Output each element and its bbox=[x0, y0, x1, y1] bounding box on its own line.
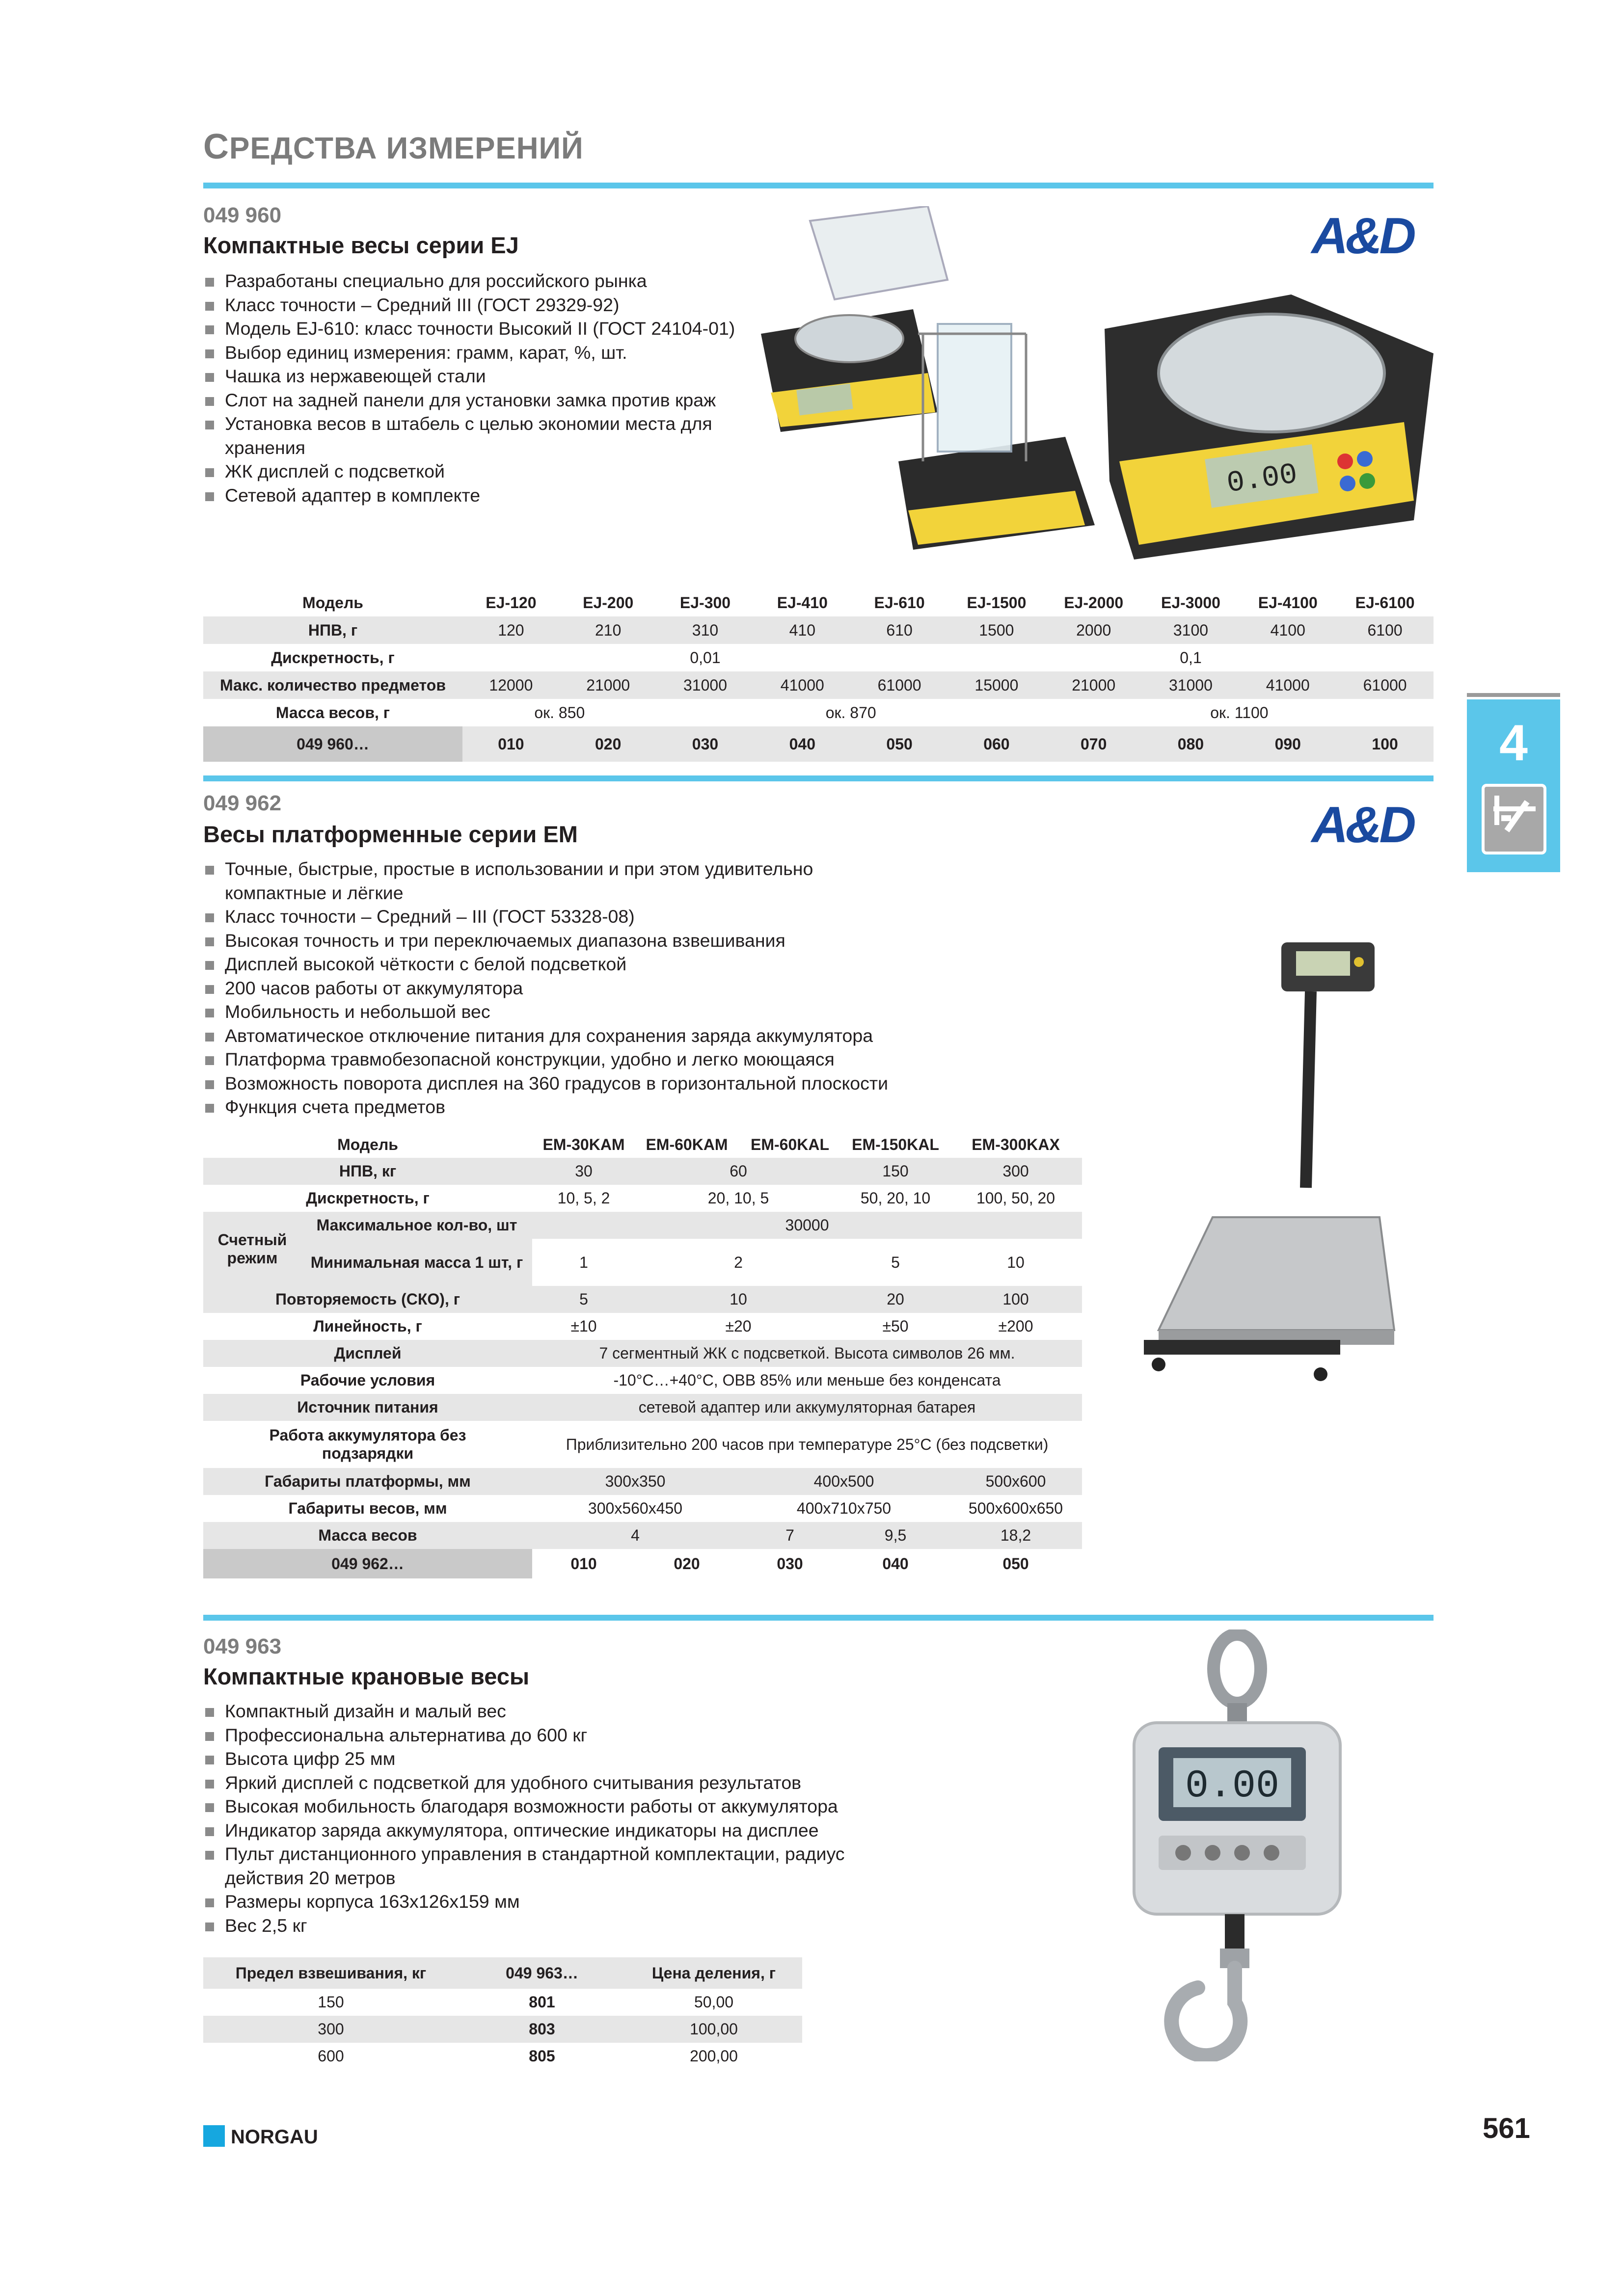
row-label: Максимальное кол-во, шт bbox=[301, 1212, 532, 1239]
feature-item: Профессиональна альтернатива до 600 кг bbox=[203, 1723, 871, 1747]
article-code: 803 bbox=[459, 2016, 625, 2043]
table-cell: -10°C…+40°C, ОВВ 85% или меньше без конденсата bbox=[613, 1371, 1001, 1389]
feature-item: Класс точности – Средний III (ГОСТ 29329-92) bbox=[203, 293, 748, 317]
table-cell: 21000 bbox=[1045, 671, 1142, 699]
table-row bbox=[203, 2016, 802, 2043]
article-code: 801 bbox=[529, 1993, 555, 2011]
feature-item: Высота цифр 25 мм bbox=[203, 1747, 871, 1771]
table-cell: 1 bbox=[579, 1253, 588, 1271]
article-code: 040 bbox=[882, 1554, 909, 1573]
table-cell: 5 bbox=[891, 1253, 900, 1271]
table-cell: 4100 bbox=[1239, 616, 1336, 644]
column-header: EJ-2000 bbox=[1064, 593, 1124, 612]
article-code: 040 bbox=[754, 726, 851, 762]
feature-item: Размеры корпуса 163x126x159 мм bbox=[203, 1890, 871, 1914]
column-header: EJ-1500 bbox=[967, 593, 1027, 612]
table-cell: 300 bbox=[949, 1158, 1082, 1185]
article-code: 020 bbox=[674, 1554, 700, 1573]
column-header: EM-60KAL bbox=[751, 1135, 830, 1153]
article-code: 030 bbox=[777, 1554, 803, 1573]
product-image-crane-scale bbox=[1119, 1629, 1350, 2061]
table-cell: 100 bbox=[949, 1286, 1082, 1313]
table-cell: 1500 bbox=[948, 616, 1045, 644]
table-cell: сетевой адаптер или аккумуляторная батарея bbox=[532, 1394, 1082, 1421]
table-cell: 3100 bbox=[1142, 616, 1240, 644]
table-cell: 6100 bbox=[1336, 616, 1434, 644]
feature-item: Чашка из нержавеющей стали bbox=[203, 364, 748, 388]
feature-item: Возможность поворота дисплея на 360 градусов в горизонтальной плоскости bbox=[203, 1071, 905, 1095]
row-label: Масса весов bbox=[203, 1522, 532, 1549]
table-cell: 300x350 bbox=[532, 1468, 738, 1495]
row-label: Габариты весов, мм bbox=[288, 1499, 447, 1517]
svg-text:0.00: 0.00 bbox=[1224, 458, 1300, 501]
section3-features bbox=[203, 1699, 871, 1937]
column-header: EJ-200 bbox=[583, 593, 634, 612]
feature-item: Мобильность и небольшой вес bbox=[203, 1000, 905, 1024]
feature-item: 200 часов работы от аккумулятора bbox=[203, 976, 905, 1000]
column-header: EJ-410 bbox=[777, 593, 828, 612]
table-cell: 41000 bbox=[754, 671, 851, 699]
table-cell: 4 bbox=[532, 1522, 738, 1549]
column-header: EJ-300 bbox=[679, 593, 731, 612]
table-cell: 50,00 bbox=[694, 1993, 734, 2011]
feature-item: Функция счета предметов bbox=[203, 1095, 905, 1119]
table-cell: 100, 50, 20 bbox=[976, 1189, 1055, 1207]
feature-item: Установка весов в штабель с целью экономии места для хранения bbox=[203, 412, 748, 459]
table-cell: 600 bbox=[318, 2047, 344, 2065]
row-label: НПВ, г bbox=[203, 616, 462, 644]
svg-text:A&D: A&D bbox=[1311, 800, 1413, 849]
table-row bbox=[203, 1367, 1082, 1394]
table-cell: 20 bbox=[841, 1286, 949, 1313]
column-header: Предел взвешивания, кг bbox=[203, 1957, 459, 1989]
section1-features bbox=[203, 269, 748, 507]
section3-code: 049 963 bbox=[203, 1634, 282, 1658]
table-cell: 30 bbox=[532, 1158, 635, 1185]
table-row bbox=[203, 1239, 1082, 1286]
ej-spec-table bbox=[203, 589, 1434, 762]
table-cell: ±50 bbox=[882, 1317, 909, 1335]
table-cell: 9,5 bbox=[841, 1522, 949, 1549]
table-header-row bbox=[203, 1131, 1082, 1158]
row-label: Дискретность, г bbox=[306, 1189, 430, 1207]
article-row bbox=[203, 726, 1434, 762]
footer-brand: NORGAU bbox=[231, 2126, 318, 2148]
article-label: 049 962… bbox=[203, 1549, 532, 1578]
column-header: EJ-6100 bbox=[1355, 593, 1415, 612]
column-header: EM-60KAM bbox=[646, 1135, 728, 1153]
feature-item: Сетевой адаптер в комплекте bbox=[203, 483, 748, 507]
table-row bbox=[203, 616, 1434, 644]
row-label: Масса весов, г bbox=[275, 703, 390, 721]
table-cell: 300 bbox=[203, 2016, 459, 2043]
article-code: 090 bbox=[1239, 726, 1336, 762]
article-code: 050 bbox=[851, 726, 948, 762]
column-header: EM-30KAM bbox=[542, 1135, 625, 1153]
svg-text:A&D: A&D bbox=[1311, 211, 1413, 260]
table-cell: 10 bbox=[1007, 1253, 1025, 1271]
caliper-icon bbox=[1482, 784, 1546, 854]
table-cell: 300x560x450 bbox=[588, 1499, 683, 1517]
table-cell: 31000 bbox=[657, 671, 754, 699]
column-header: 049 963… bbox=[459, 1957, 625, 1989]
article-code: 010 bbox=[462, 726, 560, 762]
row-label: Источник питания bbox=[203, 1394, 532, 1421]
table-cell: 150 bbox=[318, 1993, 344, 2011]
and-logo bbox=[1291, 800, 1434, 849]
row-label: Работа аккумулятора без подзарядки bbox=[269, 1426, 466, 1462]
row-label: Линейность, г bbox=[313, 1317, 422, 1335]
row-group-label: Счетный режим bbox=[203, 1212, 301, 1286]
section3-title: Компактные крановые весы bbox=[203, 1663, 530, 1689]
table-cell: 2000 bbox=[1045, 616, 1142, 644]
section2-title: Весы платформенные серии EM bbox=[203, 821, 578, 847]
column-header: Модель bbox=[337, 1135, 398, 1153]
section-tab[interactable] bbox=[1467, 699, 1560, 872]
table-row bbox=[203, 1468, 1082, 1495]
column-header: EM-150KAL bbox=[852, 1135, 939, 1153]
page-header-title: СРЕДСТВА ИЗМЕРЕНИЙ bbox=[203, 127, 584, 166]
table-cell: 18,2 bbox=[949, 1522, 1082, 1549]
column-header: EJ-4100 bbox=[1258, 593, 1318, 612]
feature-item: Высокая точность и три переключаемых диапазона взвешивания bbox=[203, 929, 905, 953]
article-code: 020 bbox=[560, 726, 657, 762]
table-row bbox=[203, 699, 1434, 726]
feature-item: Яркий дисплей с подсветкой для удобного считывания результатов bbox=[203, 1771, 871, 1795]
table-cell: 60 bbox=[635, 1158, 841, 1185]
table-cell: 610 bbox=[851, 616, 948, 644]
table-row bbox=[203, 1313, 1082, 1340]
row-label: Габариты платформы, мм bbox=[203, 1468, 532, 1495]
table-cell: 500x600x650 bbox=[968, 1499, 1063, 1517]
column-header: EJ-3000 bbox=[1161, 593, 1220, 612]
section2-code: 049 962 bbox=[203, 791, 282, 815]
table-cell: 400x710x750 bbox=[796, 1499, 892, 1517]
article-code: 100 bbox=[1336, 726, 1434, 762]
table-cell: 30000 bbox=[532, 1212, 1082, 1239]
brand-square-icon bbox=[203, 2125, 225, 2147]
column-header: Цена деления, г bbox=[625, 1957, 802, 1989]
section2-features bbox=[203, 857, 905, 1119]
feature-item: Слот на задней панели для установки замка против краж bbox=[203, 388, 748, 412]
table-cell: 7 сегментный ЖК с подсветкой. Высота символов 26 мм. bbox=[532, 1340, 1082, 1367]
table-cell: 61000 bbox=[1336, 671, 1434, 699]
table-cell: 10 bbox=[635, 1286, 841, 1313]
section-rule bbox=[203, 1615, 1434, 1621]
table-cell: 120 bbox=[462, 616, 560, 644]
feature-item: Компактный дизайн и малый вес bbox=[203, 1699, 871, 1723]
feature-item: Автоматическое отключение питания для сохранения заряда аккумулятора bbox=[203, 1024, 905, 1048]
article-row bbox=[203, 1549, 1082, 1578]
column-header: EJ-120 bbox=[486, 593, 537, 612]
page-number: 561 bbox=[1483, 2112, 1530, 2144]
table-cell: 150 bbox=[841, 1158, 949, 1185]
feature-item: ЖК дисплей с подсветкой bbox=[203, 459, 748, 483]
feature-item: Точные, быстрые, простые в использовании и при этом удивительно компактные и лёгкие bbox=[203, 857, 905, 905]
section1-title: Компактные весы серии EJ bbox=[203, 232, 519, 258]
crane-spec-table bbox=[203, 1957, 802, 2070]
article-code: 030 bbox=[657, 726, 754, 762]
table-cell: ±20 bbox=[725, 1317, 752, 1335]
row-label: НПВ, кг bbox=[203, 1158, 532, 1185]
article-code: 060 bbox=[948, 726, 1045, 762]
section1-code: 049 960 bbox=[203, 203, 282, 227]
feature-item: Класс точности – Средний – III (ГОСТ 53328-08) bbox=[203, 905, 905, 929]
table-row bbox=[203, 1340, 1082, 1367]
column-header: EM-300KAX bbox=[972, 1135, 1060, 1153]
feature-item: Разработаны специально для российского рынка bbox=[203, 269, 748, 293]
column-header: Модель bbox=[302, 593, 363, 612]
table-cell: 0,01 bbox=[690, 648, 721, 667]
side-tab-top-bar bbox=[1467, 693, 1560, 697]
section-rule bbox=[203, 775, 1434, 781]
table-cell: 15000 bbox=[948, 671, 1045, 699]
table-row bbox=[203, 1495, 1082, 1522]
table-cell: ±10 bbox=[570, 1317, 597, 1335]
table-cell: 10, 5, 2 bbox=[557, 1189, 610, 1207]
table-cell: 100,00 bbox=[625, 2016, 802, 2043]
feature-item: Модель EJ-610: класс точности Высокий II (ГОСТ 24104-01) bbox=[203, 317, 748, 341]
table-row bbox=[203, 1421, 1082, 1468]
svg-text:0.00: 0.00 bbox=[1185, 1764, 1280, 1809]
table-cell: 50, 20, 10 bbox=[860, 1189, 931, 1207]
table-cell: 400x500 bbox=[738, 1468, 949, 1495]
table-cell: 7 bbox=[738, 1522, 841, 1549]
table-row bbox=[203, 644, 1434, 671]
table-row bbox=[203, 1212, 1082, 1239]
table-cell: 210 bbox=[560, 616, 657, 644]
product-image-ej-scales bbox=[751, 206, 1438, 569]
feature-item: Платформа травмобезопасной конструкции, удобно и легко моющаяся bbox=[203, 1047, 905, 1071]
article-code: 080 bbox=[1142, 726, 1240, 762]
table-cell: 41000 bbox=[1239, 671, 1336, 699]
table-cell: ±200 bbox=[998, 1317, 1033, 1335]
table-cell: 31000 bbox=[1142, 671, 1240, 699]
article-code: 805 bbox=[529, 2047, 555, 2065]
table-row bbox=[203, 1185, 1082, 1212]
table-row bbox=[203, 2043, 802, 2070]
feature-item: Выбор единиц измерения: грамм, карат, %, шт. bbox=[203, 341, 748, 365]
table-cell: ок. 1100 bbox=[1210, 703, 1269, 721]
table-header-row bbox=[203, 589, 1434, 616]
table-cell: ок. 870 bbox=[825, 703, 876, 721]
product-image-platform-scale bbox=[1139, 933, 1404, 1409]
table-cell: 5 bbox=[532, 1286, 635, 1313]
table-row bbox=[203, 1394, 1082, 1421]
table-row bbox=[203, 1286, 1082, 1313]
em-spec-table bbox=[203, 1131, 1082, 1578]
table-cell: 12000 bbox=[462, 671, 560, 699]
header-rule bbox=[203, 183, 1434, 188]
table-row bbox=[203, 1158, 1082, 1185]
row-label: Дискретность, г bbox=[271, 648, 395, 667]
table-cell: 61000 bbox=[851, 671, 948, 699]
row-label: Минимальная масса 1 шт, г bbox=[301, 1239, 532, 1286]
article-code: 070 bbox=[1045, 726, 1142, 762]
table-cell: 21000 bbox=[560, 671, 657, 699]
feature-item: Вес 2,5 кг bbox=[203, 1914, 871, 1938]
feature-item: Пульт дистанционного управления в стандартной комплектации, радиус действия 20 метров bbox=[203, 1842, 871, 1890]
table-cell: ок. 850 bbox=[534, 703, 585, 721]
table-cell: 0,1 bbox=[1180, 648, 1202, 667]
article-label: 049 960… bbox=[203, 726, 462, 762]
article-code: 010 bbox=[570, 1554, 597, 1573]
table-header-row bbox=[203, 1957, 802, 1989]
table-cell: Приблизительно 200 часов при температуре 25°C (без подсветки) bbox=[566, 1435, 1049, 1453]
table-cell: 200,00 bbox=[690, 2047, 738, 2065]
row-label: Макс. количество предметов bbox=[203, 671, 462, 699]
table-cell: 310 bbox=[657, 616, 754, 644]
table-cell: 2 bbox=[734, 1253, 743, 1271]
row-label: Рабочие условия bbox=[300, 1371, 435, 1389]
table-row bbox=[203, 1522, 1082, 1549]
table-row bbox=[203, 1989, 802, 2016]
feature-item: Дисплей высокой чёткости с белой подсветкой bbox=[203, 952, 905, 976]
row-label: Повторяемость (СКО), г bbox=[203, 1286, 532, 1313]
table-cell: 20, 10, 5 bbox=[707, 1189, 769, 1207]
feature-item: Индикатор заряда аккумулятора, оптические индикаторы на дисплее bbox=[203, 1818, 871, 1842]
column-header: EJ-610 bbox=[874, 593, 925, 612]
row-label: Дисплей bbox=[203, 1340, 532, 1367]
section-tab-number: 4 bbox=[1499, 715, 1528, 772]
feature-item: Высокая мобильность благодаря возможности работы от аккумулятора bbox=[203, 1794, 871, 1818]
table-cell: 410 bbox=[754, 616, 851, 644]
table-row bbox=[203, 671, 1434, 699]
table-cell: 500x600 bbox=[949, 1468, 1082, 1495]
article-code: 050 bbox=[1002, 1554, 1029, 1573]
